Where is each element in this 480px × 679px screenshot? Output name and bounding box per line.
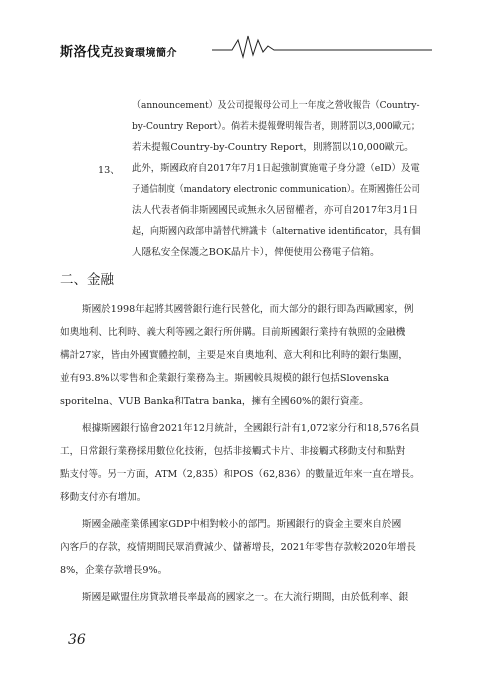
- text-line: 如奧地利、比利時、義大利等國之銀行所併購。目前斯國銀行業持有執照的金融機: [60, 327, 406, 338]
- page-header: [0, 0, 480, 68]
- section-title: 二、金融: [60, 272, 114, 288]
- text-line: 法人代表者倘非斯國國民或無永久居留權者，亦可自2017年3月1日: [132, 205, 419, 216]
- item-number: 13、: [98, 165, 120, 176]
- text-line: 根據斯國銀行協會2021年12月統計，全國銀行計有1,072家分行和18,576名員: [82, 423, 420, 434]
- header-title: [60, 41, 177, 60]
- text-line: by-Country Report）。倘若未提報聲明報告者，則將罰以3,000歐元；: [132, 121, 420, 132]
- text-line: 子通信制度（mandatory electronic communication）。在斯國擔任公司: [132, 184, 421, 195]
- text-line: 此外，斯國政府自2017年7月1日起強制實施電子身分證（eID）及電: [132, 163, 420, 174]
- header-title-sub: 投資環境簡介: [114, 48, 178, 59]
- text-line: 人隱私安全保護之BOK晶片卡），俾便使用公務電子信箱。: [132, 247, 380, 258]
- text-line: 點支付等。另一方面，ATM（2,835）和POS（62,836）的數量近年來一直在增長。: [60, 469, 420, 480]
- text-line: 工，日常銀行業務採用數位化技術，包括非接觸式卡片、非接觸式移動支付和點對: [60, 446, 406, 457]
- text-line: 斯國金融產業係國家GDP中相對較小的部門。斯國銀行的資金主要來自於國: [82, 519, 402, 530]
- text-line: 構計27家，皆由外國實體控制，主要是來自奧地利、意大利和比利時的銀行集團，: [60, 350, 408, 361]
- text-line: sporitelna、VUB Banka和Tatra banka，擁有全國60%的銀行資產。: [60, 396, 369, 407]
- header-title-main: 斯洛伐克: [60, 45, 115, 60]
- text-line: 斯國是歐盟住房貸款增長率最高的國家之一。在大流行期間，由於低利率、銀: [82, 592, 409, 603]
- text-line: 8%，企業存款增長9%。: [60, 565, 168, 576]
- text-line: （announcement）及公司提報母公司上一年度之營收報告（Country-: [132, 100, 420, 111]
- text-line: 內客戶的存款，疫情期間民眾消費減少、儲蓄增長，2021年零售存款較2020年增長: [60, 542, 416, 553]
- text-line: 並有93.8%以零售和企業銀行業務為主。斯國較具規模的銀行包括Slovenska: [60, 373, 390, 384]
- text-line: 移動支付亦有增加。: [60, 492, 147, 503]
- page-number: 36: [68, 632, 86, 648]
- text-line: 若未提報Country-by-Country Report，則將罰以10,000歐元。: [132, 142, 414, 153]
- header-wave-line-icon: [212, 30, 432, 60]
- text-line: 起，向斯國內政部申請替代辨識卡（alternative identificator，具有個: [132, 226, 421, 237]
- text-line: 斯國於1998年起將其國營銀行進行民營化，而大部分的銀行即為西歐國家，例: [82, 304, 414, 315]
